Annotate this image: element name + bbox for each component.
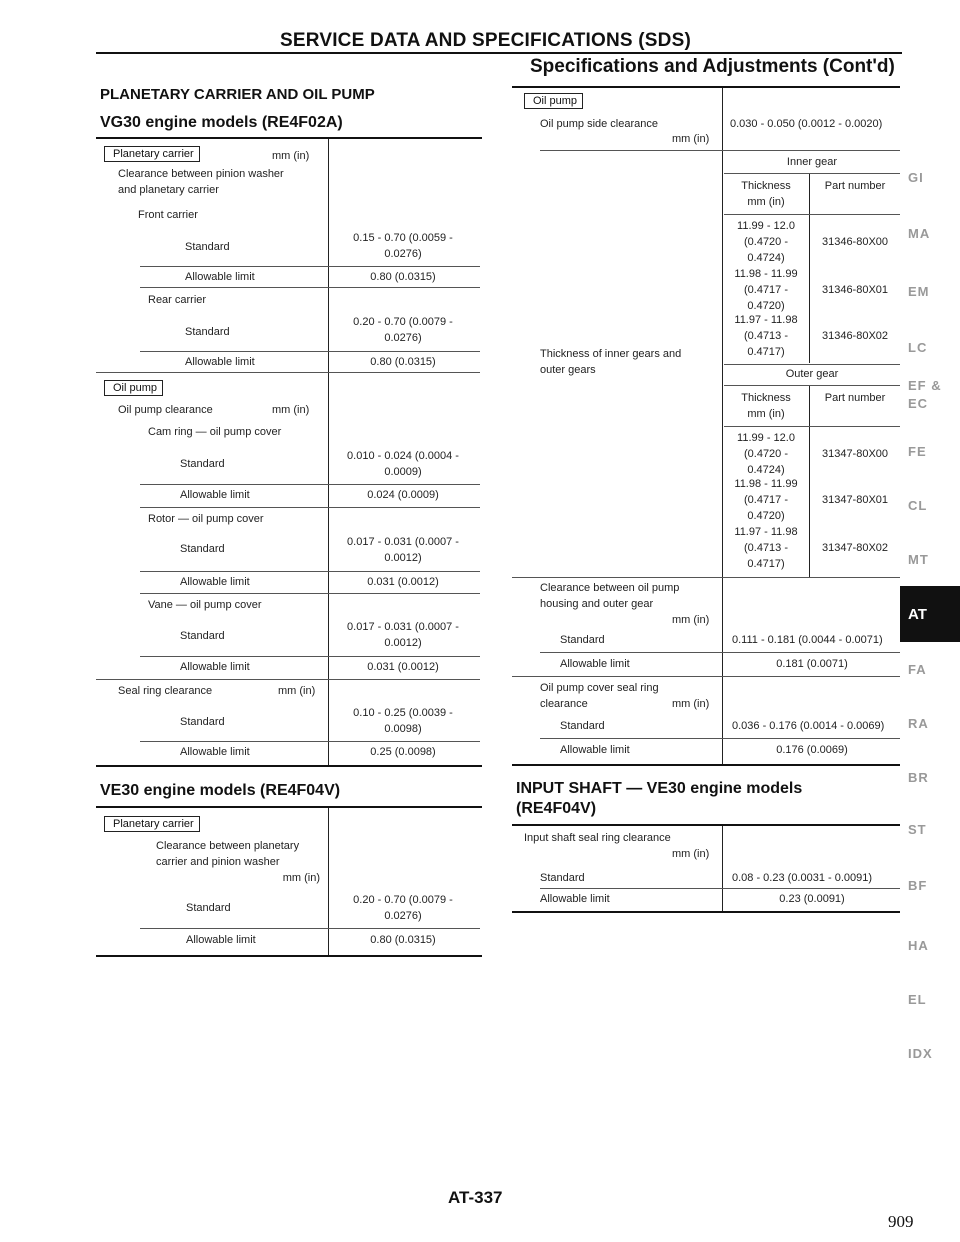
unit-label: mm (in)	[672, 698, 710, 710]
tab-fe[interactable]: FE	[908, 444, 927, 459]
housing-limit-label: Allowable limit	[560, 658, 630, 670]
rotor-standard-value-2: 0.0012)	[384, 552, 422, 564]
rear-standard-value: 0.20 - 0.70 (0.0079 -	[353, 316, 453, 328]
tab-st[interactable]: ST	[908, 822, 927, 837]
inner-row-1-part: 31346-80X00	[821, 236, 889, 248]
outer-row-1-part: 31347-80X00	[821, 448, 889, 460]
seal-limit-label: Allowable limit	[180, 746, 250, 758]
row-rule	[140, 484, 480, 485]
front-standard-value-2: 0.0276)	[384, 248, 422, 260]
input-limit-label: Allowable limit	[540, 893, 610, 905]
outer-row-1-t2: (0.4720 -	[743, 448, 789, 460]
clearance-pinion-label: Clearance between pinion washer	[118, 168, 284, 180]
tab-br[interactable]: BR	[908, 770, 929, 785]
section-rule	[96, 679, 480, 680]
page-number: 909	[888, 1212, 914, 1231]
row-rule	[140, 741, 480, 742]
unit-label: mm (in)	[672, 133, 710, 145]
front-limit-value: 0.80 (0.0315)	[370, 271, 436, 283]
vg30-title: VG30 engine models (RE4F02A)	[100, 114, 343, 131]
rear-limit-label: Allowable limit	[185, 356, 255, 368]
section-rule	[96, 372, 480, 373]
housing-limit-value: 0.181 (0.0071)	[776, 658, 848, 670]
tab-at[interactable]: AT	[900, 586, 960, 642]
table-bottom-rule	[96, 765, 482, 767]
inner-row-2-t2: (0.4717 -	[743, 284, 789, 296]
rotor-limit-value: 0.031 (0.0012)	[367, 576, 439, 588]
section-rule	[512, 577, 900, 578]
tab-cl[interactable]: CL	[908, 498, 928, 513]
cam-standard-label: Standard	[180, 458, 225, 470]
tab-ec[interactable]: EC	[908, 396, 929, 411]
rear-limit-value: 0.80 (0.0315)	[370, 356, 436, 368]
inner-row-3-part: 31346-80X02	[821, 330, 889, 342]
rotor-standard-label: Standard	[180, 543, 225, 555]
housing-standard-value: 0.111 - 0.181 (0.0044 - 0.0071)	[732, 634, 883, 646]
inner-row-1-t3: 0.4724)	[747, 252, 785, 264]
page-header-subtitle: Specifications and Adjustments (Cont'd)	[530, 56, 895, 77]
input-limit-value: 0.23 (0.0091)	[779, 893, 845, 905]
column-divider	[722, 88, 723, 764]
outer-row-3-t3: 0.4717)	[747, 558, 785, 570]
tab-idx[interactable]: IDX	[908, 1046, 933, 1061]
row-rule	[540, 652, 900, 653]
inner-row-1-t2: (0.4720 -	[743, 236, 789, 248]
row-rule	[724, 214, 900, 215]
tab-ef[interactable]: EF &	[908, 378, 942, 393]
unit-label: mm (in)	[278, 685, 316, 697]
table-top-rule	[512, 824, 900, 826]
table-top-rule	[96, 806, 482, 808]
tab-lc[interactable]: LC	[908, 340, 928, 355]
table-bottom-rule	[96, 955, 482, 957]
unit-label: mm (in)	[272, 150, 310, 162]
column-divider	[328, 139, 329, 765]
ve30-title: VE30 engine models (RE4F04V)	[100, 782, 341, 799]
ve-planetary-label: Planetary carrier	[104, 816, 200, 832]
seal-limit-value: 0.25 (0.0098)	[370, 746, 436, 758]
cover-seal-standard-value: 0.036 - 0.176 (0.0014 - 0.0069)	[732, 720, 885, 732]
inner-thickness-header: Thickness	[741, 180, 791, 192]
row-rule	[140, 351, 480, 352]
unit-label: mm (in)	[282, 872, 320, 884]
table-bottom-rule	[512, 764, 900, 766]
ve-limit-label: Allowable limit	[186, 934, 256, 946]
outer-gear-heading: Outer gear	[785, 368, 839, 380]
row-rule	[724, 385, 900, 386]
side-clearance-value: 0.030 - 0.050 (0.0012 - 0.0020)	[730, 118, 883, 130]
housing-label-2: housing and outer gear	[540, 598, 654, 610]
outer-thickness-unit: mm (in)	[747, 408, 785, 420]
ve-clearance-label: Clearance between planetary	[156, 840, 300, 852]
tab-fa[interactable]: FA	[908, 662, 927, 677]
planetary-carrier-label: Planetary carrier	[104, 146, 200, 162]
page-header-title: SERVICE DATA AND SPECIFICATIONS (SDS)	[280, 30, 692, 51]
outer-row-2-t2: (0.4717 -	[743, 494, 789, 506]
cover-seal-label-2: clearance	[540, 698, 588, 710]
tab-bf[interactable]: BF	[908, 878, 928, 893]
section-rule	[512, 676, 900, 677]
tab-ra[interactable]: RA	[908, 716, 929, 731]
outer-row-1-t1: 11.99 - 12.0	[737, 432, 795, 444]
input-shaft-title-2: (RE4F04V)	[516, 800, 597, 817]
front-standard-value: 0.15 - 0.70 (0.0059 -	[353, 232, 453, 244]
row-rule	[540, 150, 900, 151]
row-rule	[140, 507, 480, 508]
inner-row-2-part: 31346-80X01	[821, 284, 889, 296]
column-divider	[328, 808, 329, 956]
vane-standard-value-2: 0.0012)	[384, 637, 422, 649]
inner-gear-heading: Inner gear	[786, 156, 838, 168]
row-rule	[724, 364, 900, 365]
oil-pump-label: Oil pump	[104, 380, 163, 396]
ve-standard-label: Standard	[186, 902, 231, 914]
inner-row-3-t1: 11.97 - 11.98	[734, 314, 798, 326]
vane-limit-value: 0.031 (0.0012)	[367, 661, 439, 673]
clearance-pinion-label-2: and planetary carrier	[118, 184, 219, 196]
row-rule	[140, 656, 480, 657]
seal-standard-label: Standard	[180, 716, 225, 728]
ve-limit-value: 0.80 (0.0315)	[370, 934, 436, 946]
rotor-standard-value: 0.017 - 0.031 (0.0007 -	[347, 536, 459, 548]
gear-thickness-label: Thickness of inner gears and	[540, 348, 682, 360]
outer-row-3-part: 31347-80X02	[821, 542, 889, 554]
column-divider	[722, 826, 723, 912]
unit-label: mm (in)	[672, 848, 710, 860]
tab-mt[interactable]: MT	[908, 552, 929, 567]
inner-row-3-t3: 0.4717)	[747, 346, 785, 358]
header-rule	[96, 52, 902, 54]
outer-row-2-part: 31347-80X01	[821, 494, 889, 506]
outer-part-header: Part number	[824, 392, 886, 404]
inner-part-header: Part number	[824, 180, 886, 192]
front-limit-label: Allowable limit	[185, 271, 255, 283]
outer-thickness-header: Thickness	[741, 392, 791, 404]
cover-seal-limit-value: 0.176 (0.0069)	[776, 744, 848, 756]
row-rule	[140, 571, 480, 572]
outer-row-2-t1: 11.98 - 11.99	[734, 478, 798, 490]
input-shaft-title: INPUT SHAFT — VE30 engine models	[516, 780, 803, 797]
cam-limit-label: Allowable limit	[180, 489, 250, 501]
page-code: AT-337	[448, 1188, 503, 1207]
unit-label: mm (in)	[672, 614, 710, 626]
housing-label: Clearance between oil pump	[540, 582, 680, 594]
side-clearance-label: Oil pump side clearance	[540, 118, 659, 130]
row-rule	[540, 888, 900, 889]
rotor-limit-label: Allowable limit	[180, 576, 250, 588]
section-title: PLANETARY CARRIER AND OIL PUMP	[100, 86, 375, 103]
vane-standard-value: 0.017 - 0.031 (0.0007 -	[347, 621, 459, 633]
table-top-rule	[512, 86, 900, 88]
seal-ring-label: Seal ring clearance	[118, 685, 213, 697]
ve-clearance-label-2: carrier and pinion washer	[156, 856, 280, 868]
cover-seal-limit-label: Allowable limit	[560, 744, 630, 756]
row-rule	[140, 287, 480, 288]
vane-limit-label: Allowable limit	[180, 661, 250, 673]
table-bottom-rule	[512, 911, 900, 913]
tab-ha[interactable]: HA	[908, 938, 929, 953]
row-rule	[140, 593, 480, 594]
tab-em[interactable]: EM	[908, 284, 930, 299]
ve-standard-value-2: 0.0276)	[384, 910, 422, 922]
input-standard-label: Standard	[540, 872, 585, 884]
inner-row-2-t3: 0.4720)	[747, 300, 785, 312]
vane-label: Vane — oil pump cover	[148, 599, 262, 611]
outer-row-3-t2: (0.4713 -	[743, 542, 789, 554]
table-top-rule	[96, 137, 482, 139]
inner-row-2-t1: 11.98 - 11.99	[734, 268, 798, 280]
rear-carrier-label: Rear carrier	[148, 294, 207, 306]
outer-row-2-t3: 0.4720)	[747, 510, 785, 522]
oil-pump-label-right: Oil pump	[524, 93, 583, 109]
front-carrier-label: Front carrier	[138, 209, 198, 221]
input-standard-value: 0.08 - 0.23 (0.0031 - 0.0091)	[732, 872, 873, 884]
oil-pump-clearance-label: Oil pump clearance	[118, 404, 213, 416]
tab-gi[interactable]: GI	[908, 170, 924, 185]
rear-standard-label: Standard	[185, 326, 230, 338]
ve-standard-value: 0.20 - 0.70 (0.0079 -	[353, 894, 453, 906]
vane-standard-label: Standard	[180, 630, 225, 642]
housing-standard-label: Standard	[560, 634, 605, 646]
row-rule	[140, 266, 480, 267]
cover-seal-label: Oil pump cover seal ring	[540, 682, 659, 694]
unit-label: mm (in)	[272, 404, 310, 416]
outer-row-3-t1: 11.97 - 11.98	[734, 526, 798, 538]
rear-standard-value-2: 0.0276)	[384, 332, 422, 344]
tab-ma[interactable]: MA	[908, 226, 931, 241]
cam-ring-label: Cam ring — oil pump cover	[148, 426, 282, 438]
gear-thickness-label-2: outer gears	[540, 364, 596, 376]
input-seal-label: Input shaft seal ring clearance	[524, 832, 671, 844]
front-standard-label: Standard	[185, 241, 230, 253]
inner-row-3-t2: (0.4713 -	[743, 330, 789, 342]
row-rule	[724, 426, 900, 427]
cam-standard-value: 0.010 - 0.024 (0.0004 -	[347, 450, 459, 462]
seal-standard-value-2: 0.0098)	[384, 723, 422, 735]
rotor-label: Rotor — oil pump cover	[148, 513, 264, 525]
tab-el[interactable]: EL	[908, 992, 927, 1007]
inner-thickness-unit: mm (in)	[747, 196, 785, 208]
inner-row-1-t1: 11.99 - 12.0	[737, 220, 795, 232]
row-rule	[140, 928, 480, 929]
cover-seal-standard-label: Standard	[560, 720, 605, 732]
row-rule	[540, 738, 900, 739]
seal-standard-value: 0.10 - 0.25 (0.0039 -	[353, 707, 453, 719]
row-rule	[724, 173, 900, 174]
cam-limit-value: 0.024 (0.0009)	[367, 489, 439, 501]
cam-standard-value-2: 0.0009)	[384, 466, 422, 478]
outer-row-1-t3: 0.4724)	[747, 464, 785, 476]
